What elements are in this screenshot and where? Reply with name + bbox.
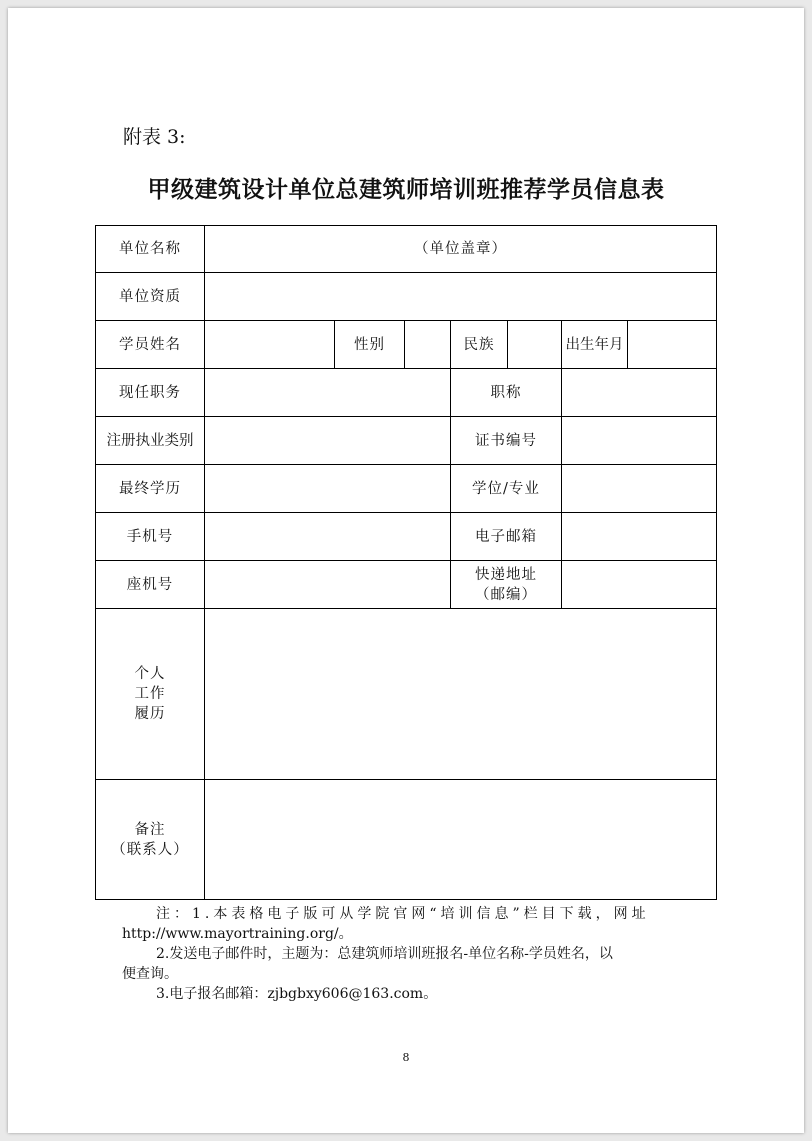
remarks-label [96, 780, 205, 900]
form-title: 甲级建筑设计单位总建筑师培训班推荐学员信息表 [147, 177, 665, 203]
certificate-field[interactable] [562, 417, 717, 465]
certificate-label: 证书编号 [451, 417, 562, 465]
address-label-line1: 快递地址 [475, 566, 537, 583]
address-label [451, 561, 562, 609]
mobile-field[interactable] [205, 513, 451, 561]
registration-field[interactable] [205, 417, 451, 465]
note-3: 3.电子报名邮箱：zjbgbxy606@163.com。 [156, 986, 438, 1002]
note-2-line2: 便查询。 [122, 966, 178, 982]
education-field[interactable] [205, 465, 451, 513]
address-label-line2: （邮编） [475, 586, 537, 603]
note-1-line1: 注：1.本表格电子版可从学院官网“培训信息”栏目下载，网址 [156, 906, 650, 922]
notes-section [122, 904, 690, 1004]
student-name-label: 学员姓名 [96, 321, 205, 369]
birth-label: 出生年月 [562, 321, 628, 369]
position-label: 现任职务 [96, 369, 205, 417]
resume-label-line2: 工作 [134, 686, 166, 702]
remarks-label-line2: （联系人） [111, 841, 189, 858]
note-1-line2: http://www.mayortraining.org/。 [122, 926, 353, 942]
address-field[interactable] [562, 561, 717, 609]
position-field[interactable] [205, 369, 451, 417]
annex-label: 附表 3: [123, 126, 186, 148]
unit-seal-hint: （单位盖章） [414, 241, 508, 257]
note-2-line1: 2.发送电子邮件时，主题为：总建筑师培训班报名-单位名称-学员姓名，以 [156, 946, 613, 962]
ethnicity-field[interactable] [508, 321, 562, 369]
resume-label-line3: 履历 [134, 706, 166, 722]
unit-qualification-field[interactable] [205, 273, 717, 321]
birth-field[interactable] [628, 321, 717, 369]
mobile-label: 手机号 [96, 513, 205, 561]
document-page [8, 8, 804, 1133]
gender-field[interactable] [405, 321, 451, 369]
degree-label: 学位/专业 [451, 465, 562, 513]
resume-label [96, 609, 205, 780]
student-info-table [95, 225, 717, 900]
unit-qualification-label: 单位资质 [96, 273, 205, 321]
page-number: 8 [402, 1051, 410, 1064]
professional-title-label: 职称 [451, 369, 562, 417]
landline-field[interactable] [205, 561, 451, 609]
gender-label: 性别 [335, 321, 405, 369]
remarks-field[interactable] [205, 780, 717, 900]
resume-label-line1: 个人 [134, 666, 166, 682]
student-name-field[interactable] [205, 321, 335, 369]
education-label: 最终学历 [96, 465, 205, 513]
unit-name-label: 单位名称 [96, 226, 205, 273]
degree-field[interactable] [562, 465, 717, 513]
unit-name-field[interactable] [205, 226, 717, 273]
professional-title-field[interactable] [562, 369, 717, 417]
email-field[interactable] [562, 513, 717, 561]
email-label: 电子邮箱 [451, 513, 562, 561]
landline-label: 座机号 [96, 561, 205, 609]
registration-label: 注册执业类别 [96, 417, 205, 465]
resume-field[interactable] [205, 609, 717, 780]
ethnicity-label: 民族 [451, 321, 508, 369]
remarks-label-line1: 备注 [134, 821, 166, 838]
